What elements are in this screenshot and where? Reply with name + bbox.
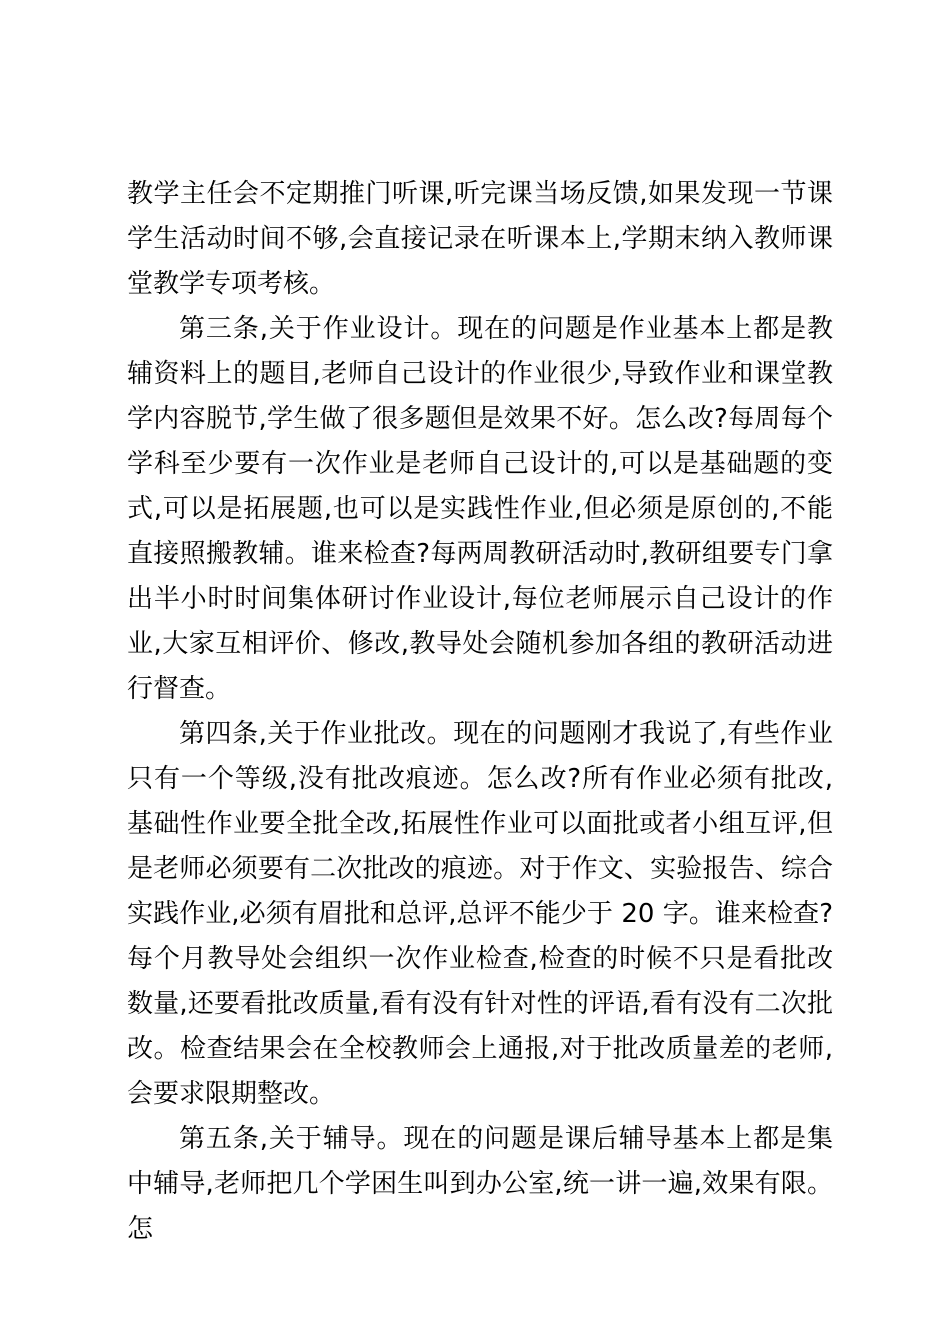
paragraph-article-four: 第四条,关于作业批改。现在的问题刚才我说了,有些作业只有一个等级,没有批改痕迹。怎么改?所有作业必须有批改,基础性作业要全批全改,拓展性作业可以面批或者小组互评,但是老师必须要有二次批改的痕迹。对于作文、实验报告、综合实践作业,必须有眉批和总评,总评不能少于 20 字。谁来检查?每个月教导处会组织一次作业检查,检查的时候不只是看批改数量,还要看批改质量,看有没有针对性的评语,看有没有二次批改。检查结果会在全校教师会上通报,对于批改质量差的老师,会要求限期整改。 xyxy=(127,719,833,1109)
paragraph-continuation: 教学主任会不定期推门听课,听完课当场反馈,如果发现一节课学生活动时间不够,会直接记录在听课本上,学期末纳入教师课堂教学专项考核。 xyxy=(127,179,833,299)
body-text xyxy=(127,172,833,1252)
paragraph-article-five: 第五条,关于辅导。现在的问题是课后辅导基本上都是集中辅导,老师把几个学困生叫到办公室,统一讲一遍,效果有限。怎 xyxy=(127,1124,833,1244)
paragraph-article-three: 第三条,关于作业设计。现在的问题是作业基本上都是教辅资料上的题目,老师自己设计的作业很少,导致作业和课堂教学内容脱节,学生做了很多题但是效果不好。怎么改?每周每个学科至少要有一次作业是老师自己设计的,可以是基础题的变式,可以是拓展题,也可以是实践性作业,但必须是原创的,不能直接照搬教辅。谁来检查?每两周教研活动时,教研组要专门拿出半小时时间集体研讨作业设计,每位老师展示自己设计的作业,大家互相评价、修改,教导处会随机参加各组的教研活动进行督查。 xyxy=(127,314,833,704)
